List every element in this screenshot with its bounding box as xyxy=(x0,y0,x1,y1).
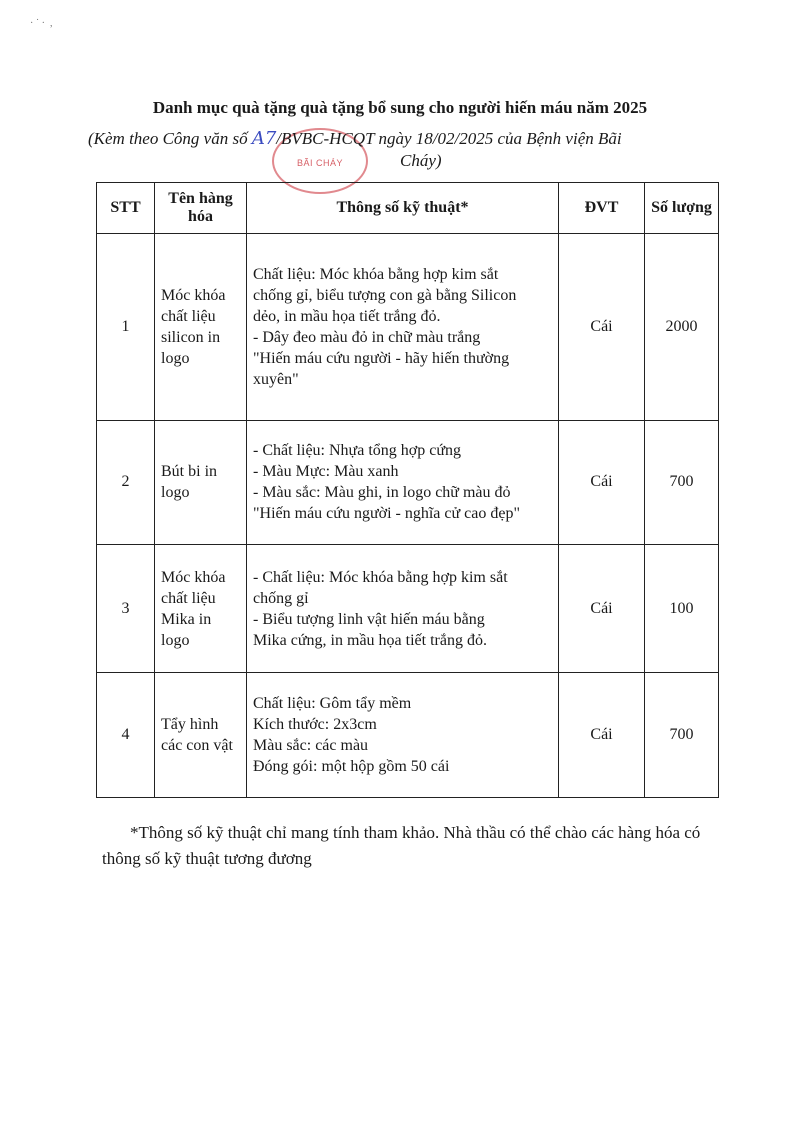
cell-line: silicon in xyxy=(161,328,221,346)
cell-line: chống gỉ xyxy=(253,589,309,607)
cell-line: - Chất liệu: Móc khóa bằng hợp kim sắt xyxy=(253,568,508,586)
cell-stt: 4 xyxy=(97,673,155,798)
cell-line: Móc khóa xyxy=(161,286,226,304)
scan-specks: · ˙ · , xyxy=(30,18,53,29)
cell-name xyxy=(155,234,247,421)
cell-line: dẻo, in mầu họa tiết trắng đỏ. xyxy=(253,307,441,325)
cell-line: Bút bi in xyxy=(161,463,218,481)
cell-line: chất liệu xyxy=(161,589,216,607)
cell-stt: 1 xyxy=(97,234,155,421)
cell-spec xyxy=(247,545,559,673)
cell-line: chất liệu xyxy=(161,307,216,325)
cell-line: Kích thước: 2x3cm xyxy=(253,716,377,734)
cell-line: Tẩy hình xyxy=(161,716,219,734)
cell-line: - Chất liệu: Nhựa tổng hợp cứng xyxy=(253,442,461,460)
cell-line: chống gỉ, biểu tượng con gà bằng Silicon xyxy=(253,286,517,304)
cell-line: Chất liệu: Gôm tẩy mềm xyxy=(253,695,412,713)
table-row xyxy=(97,545,719,673)
cell-line: "Hiến máu cứu người - hãy hiến thường xyxy=(253,349,510,367)
document-title: Danh mục quà tặng quà tặng bổ sung cho người hiến máu năm 2025 xyxy=(152,98,648,117)
cell-name xyxy=(155,420,247,545)
cell-stt: 2 xyxy=(97,420,155,545)
subtitle-prefix: (Kèm theo Công văn số xyxy=(88,129,252,148)
cell-line: Màu sắc: các màu xyxy=(253,737,369,755)
cell-line: Mika in xyxy=(161,610,212,628)
cell-line: "Hiến máu cứu người - nghĩa cử cao đẹp" xyxy=(253,505,521,523)
table-row xyxy=(97,420,719,545)
table-row xyxy=(97,673,719,798)
cell-qty: 700 xyxy=(645,673,719,798)
table-header-row xyxy=(97,183,719,234)
subtitle-suffix: /BVBC-HCQT ngày 18/02/2025 của Bệnh viện Bãi xyxy=(276,129,622,148)
cell-spec xyxy=(247,420,559,545)
cell-line: - Màu sắc: Màu ghi, in logo chữ màu đỏ xyxy=(253,484,511,502)
header-qty: Số lượng xyxy=(645,183,719,234)
cell-spec xyxy=(247,673,559,798)
header-stt: STT xyxy=(97,183,155,234)
cell-qty: 100 xyxy=(645,545,719,673)
cell-line: logo xyxy=(161,484,190,502)
seal-text: BÃI CHÁY xyxy=(296,158,343,168)
cell-qty: 700 xyxy=(645,420,719,545)
cell-line: xuyên" xyxy=(253,370,299,388)
cell-line: Mika cứng, in mầu họa tiết trắng đỏ. xyxy=(253,631,487,649)
cell-line: Đóng gói: một hộp gồm 50 cái xyxy=(253,758,450,776)
cell-unit: Cái xyxy=(559,234,645,421)
handwritten-number: A7 xyxy=(251,128,277,149)
cell-qty: 2000 xyxy=(645,234,719,421)
footnote: *Thông số kỹ thuật chỉ mang tính tham khảo. Nhà thầu có thể chào các hàng hóa có thông số kỹ thuật tương đương xyxy=(102,823,701,868)
cell-name xyxy=(155,545,247,673)
cell-line: các con vật xyxy=(161,737,233,755)
cell-line: logo xyxy=(161,631,190,649)
header-name: Tên hàng hóa xyxy=(155,183,247,234)
cell-unit: Cái xyxy=(559,420,645,545)
subtitle-line2: Cháy) xyxy=(400,151,442,170)
cell-line: - Biểu tượng linh vật hiến máu bằng xyxy=(253,610,485,628)
cell-unit: Cái xyxy=(559,545,645,673)
cell-line: - Màu Mực: Màu xanh xyxy=(253,463,399,481)
cell-line: - Dây đeo màu đỏ in chữ màu trắng xyxy=(253,328,481,346)
cell-name xyxy=(155,673,247,798)
cell-stt: 3 xyxy=(97,545,155,673)
cell-line: logo xyxy=(161,349,190,367)
cell-line: Chất liệu: Móc khóa bằng hợp kim sắt xyxy=(253,265,499,283)
cell-spec xyxy=(247,234,559,421)
header-spec: Thông số kỹ thuật* xyxy=(247,183,559,234)
cell-unit: Cái xyxy=(559,673,645,798)
cell-line: Móc khóa xyxy=(161,568,226,586)
table-body xyxy=(97,234,719,798)
document-subtitle xyxy=(88,128,728,172)
header-unit: ĐVT xyxy=(559,183,645,234)
table-row xyxy=(97,234,719,421)
gift-table xyxy=(96,182,719,798)
